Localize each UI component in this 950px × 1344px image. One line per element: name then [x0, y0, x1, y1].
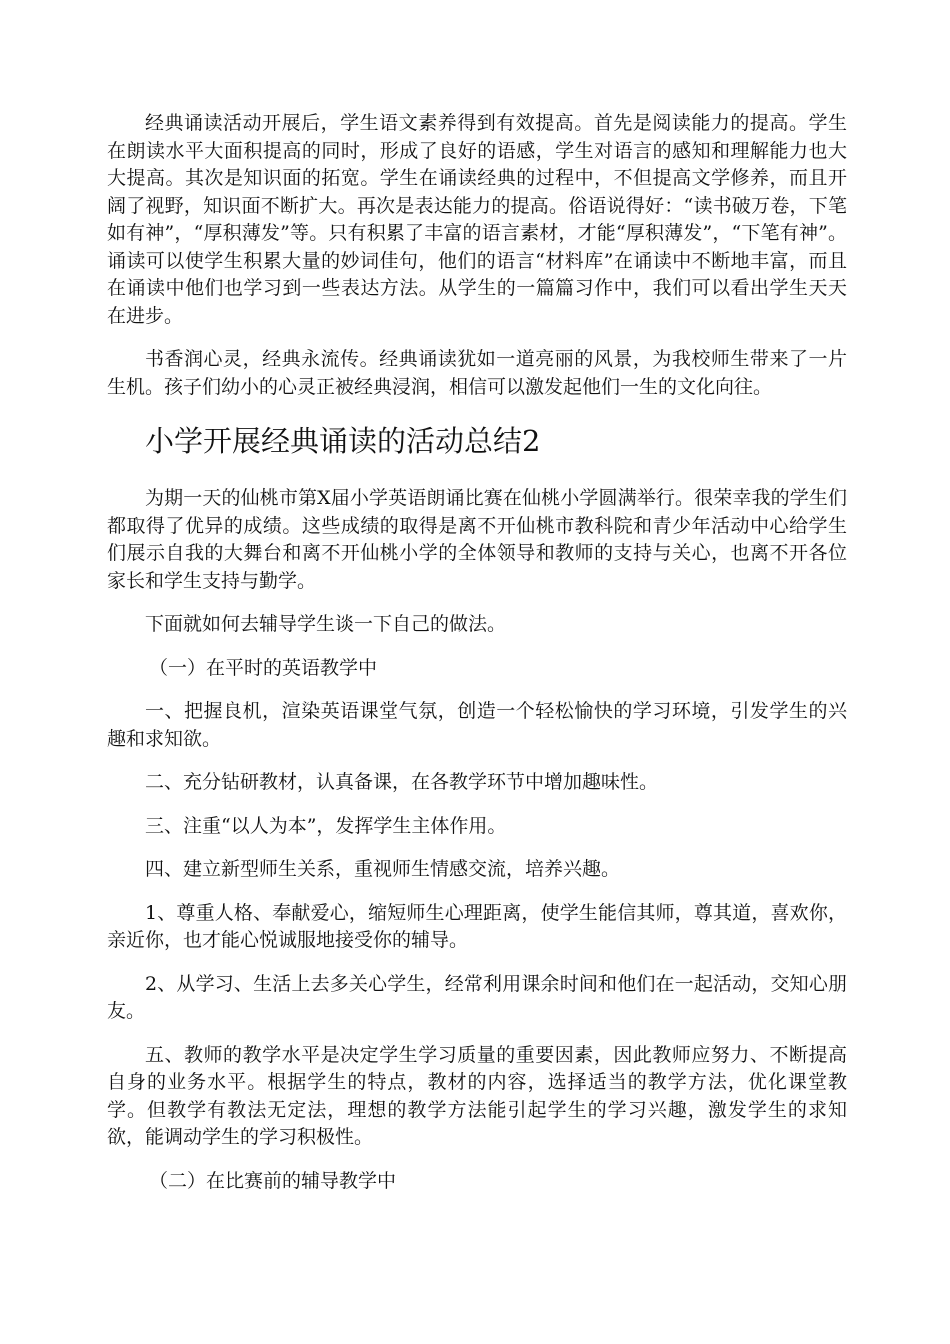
list-item-4: 四、建立新型师生关系，重视师生情感交流，培养兴趣。	[145, 858, 621, 880]
list-item-2: 二、充分钻研教材，认真备课，在各教学环节中增加趣味性。	[145, 771, 659, 793]
list-item-3: 三、注重“以人为本”，发挥学生主体作用。	[145, 814, 507, 837]
paragraph-lead: 下面就如何去辅导学生谈一下自己的做法。	[145, 613, 507, 635]
paragraph-intro: 为期一天的仙桃市第X届小学英语朗诵比赛在仙桃小学圆满举行。很荣幸我的学生们都取得了优异的成绩。这些成绩的取得是离不开仙桃市教科院和青少年活动中心给学生们展示自我的大舞台和离不开仙桃小学的全体领导和教师的支持与关心，也离不开各位家长和学生支持与勤学。	[107, 487, 847, 592]
list-item-1: 一、把握良机，渲染英语课堂气氛，创造一个轻松愉快的学习环境，引发学生的兴趣和求知欲。	[107, 700, 847, 750]
paragraph-book-fragrance: 书香润心灵，经典永流传。经典诵读犹如一道亮丽的风景，为我校师生带来了一片生机。孩子们幼小的心灵正被经典浸润，相信可以激发起他们一生的文化向往。	[107, 348, 847, 398]
paragraph-reading-ability: 经典诵读活动开展后，学生语文素养得到有效提高。首先是阅读能力的提高。学生在朗读水平大面积提高的同时，形成了良好的语感，学生对语言的感知和理解能力也大大提高。其次是知识面的拓宽。学生在诵读经典的过程中，不但提高文学修养，而且开阔了视野，知识面不断扩大。再次是表达能力的提高。俗语说得好：“读书破万卷，下笔如有神”，“厚积薄发”等。只有积累了丰富的语言素材，才能“厚积薄发”，“下笔有神”。诵读可以使学生积累大量的妙词佳句，他们的语言“材料库”在诵读中不断地丰富，而且在诵读中他们也学习到一些表达方法。从学生的一篇篇习作中，我们可以看出学生天天在进步。	[107, 112, 847, 327]
list-item-4-2: 2、从学习、生活上去多关心学生，经常利用课余时间和他们在一起活动，交知心朋友。	[107, 972, 847, 1022]
section-title: 小学开展经典诵读的活动总结2	[145, 424, 541, 458]
subheading-pre-competition: （二）在比赛前的辅导教学中	[149, 1169, 397, 1192]
list-item-5: 五、教师的教学水平是决定学生学习质量的重要因素，因此教师应努力、不断提高自身的业务水平。根据学生的特点，教材的内容，选择适当的教学方法，优化课堂教学。但教学有教法无定法，理想的教学方法能引起学生的学习兴趣，激发学生的求知欲，能调动学生的学习积极性。	[107, 1043, 847, 1148]
document-page	[107, 110, 847, 1195]
subheading-daily-teaching: （一）在平时的英语教学中	[149, 656, 378, 679]
list-item-4-1: 1、尊重人格、奉献爱心，缩短师生心理距离，使学生能信其师，尊其道，喜欢你，亲近你，也才能心悦诚服地接受你的辅导。	[107, 901, 847, 951]
